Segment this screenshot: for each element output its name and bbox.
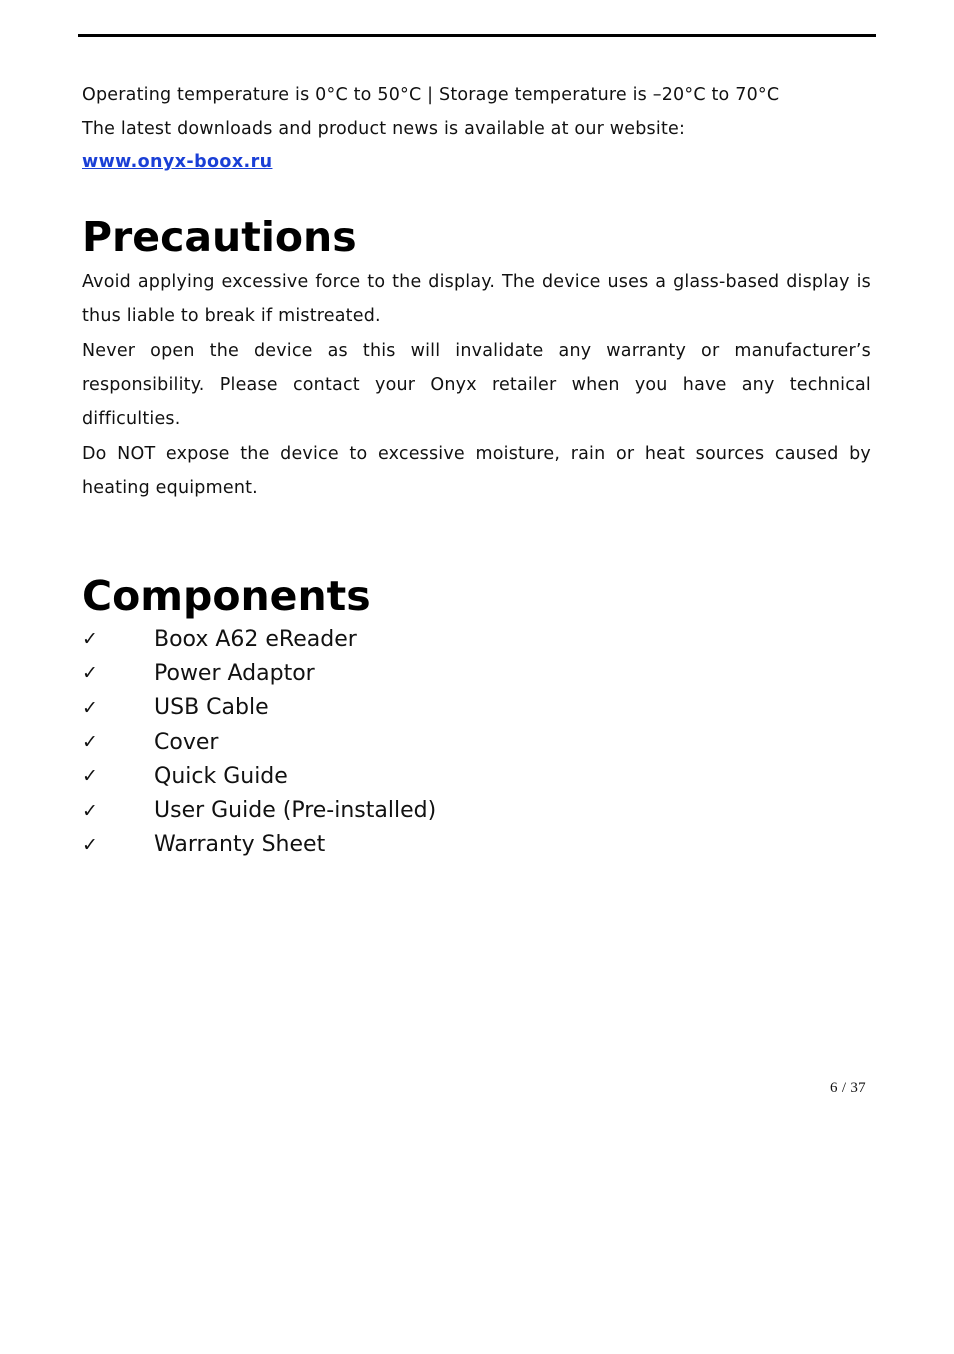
checkmark-icon: ✓	[82, 799, 98, 822]
website-link[interactable]: www.onyx-boox.ru	[82, 152, 273, 172]
page-number: 6 / 37	[830, 1080, 866, 1096]
checkmark-icon: ✓	[82, 765, 98, 788]
checkmark-icon: ✓	[82, 696, 98, 719]
precaution-paragraph-display: Avoid applying excessive force to the display. The device uses a glass-based display is thus liable to break if mistreated.	[82, 272, 871, 326]
precaution-paragraph-warranty: Never open the device as this will invalidate any warranty or manufacturer’s responsibility. Please contact your Onyx retailer when you have any technical difficulties.	[82, 341, 871, 429]
component-label: Cover	[154, 729, 219, 755]
component-label: Boox A62 eReader	[154, 626, 357, 652]
list-item	[82, 793, 436, 827]
downloads-text: The latest downloads and product news is available at our website:	[82, 119, 686, 139]
component-label: Quick Guide	[154, 763, 288, 789]
list-item	[82, 759, 436, 793]
precaution-paragraph-moisture: Do NOT expose the device to excessive moisture, rain or heat sources caused by heating equipment.	[82, 444, 871, 498]
precautions-heading: Precautions	[82, 213, 357, 261]
components-heading: Components	[82, 572, 371, 620]
components-list	[82, 622, 436, 862]
component-label: User Guide (Pre-installed)	[154, 798, 437, 824]
checkmark-icon: ✓	[82, 628, 98, 651]
temperature-text: Operating temperature is 0°C to 50°C | Storage temperature is –20°C to 70°C	[82, 85, 780, 105]
list-item	[82, 725, 436, 759]
checkmark-icon: ✓	[82, 731, 98, 754]
list-item	[82, 656, 436, 690]
list-item	[82, 622, 436, 656]
list-item	[82, 691, 436, 725]
checkmark-icon: ✓	[82, 833, 98, 856]
component-label: USB Cable	[154, 695, 269, 721]
header-rule	[78, 34, 876, 37]
list-item	[82, 828, 436, 862]
component-label: Power Adaptor	[154, 660, 315, 686]
checkmark-icon: ✓	[82, 662, 98, 685]
component-label: Warranty Sheet	[154, 832, 326, 858]
